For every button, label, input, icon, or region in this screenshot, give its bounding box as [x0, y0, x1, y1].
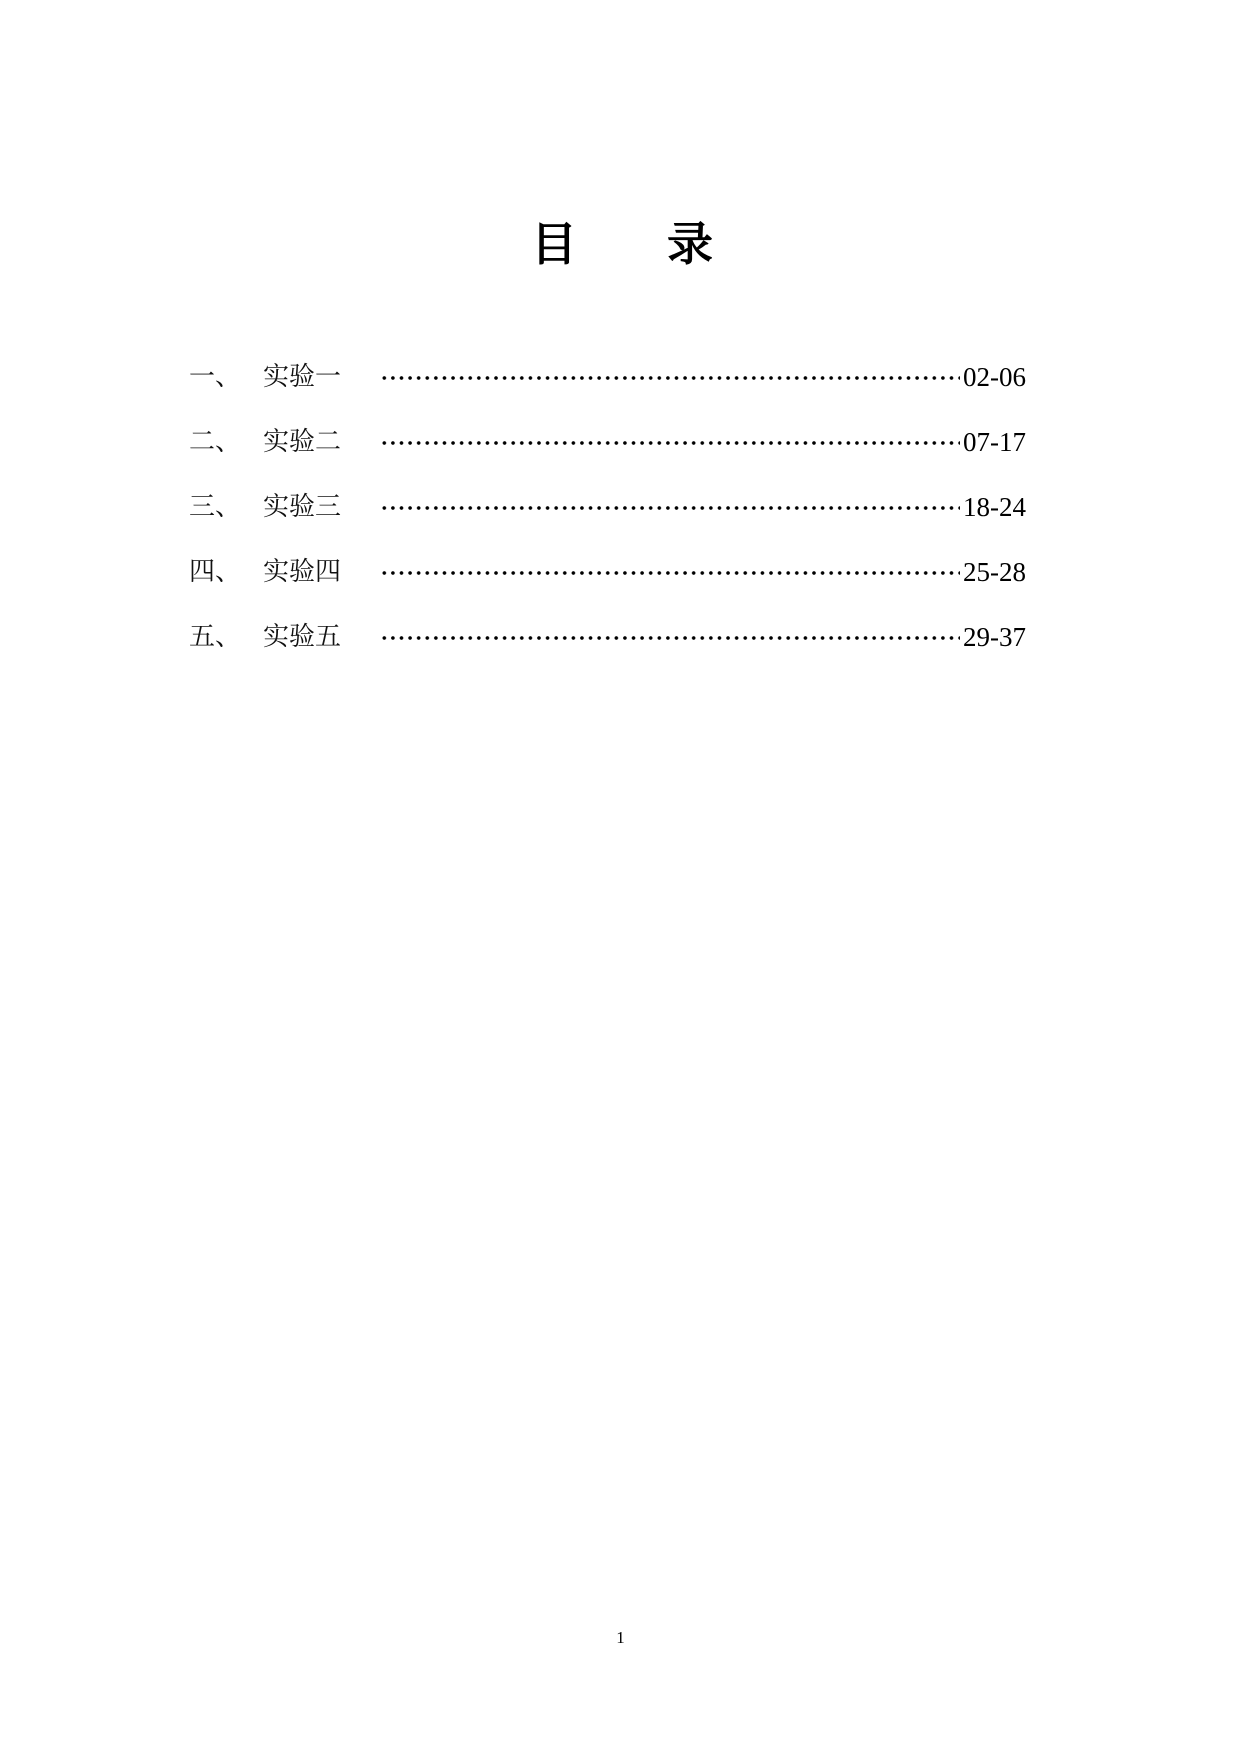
toc-entry-number: 三、 — [189, 492, 242, 522]
toc-entry-number: 二、 — [189, 427, 242, 457]
toc-entry-number: 五、 — [189, 622, 242, 652]
toc-entry — [0, 552, 1241, 592]
toc-dot-leader — [380, 376, 960, 380]
page-number: 1 — [616, 1628, 625, 1647]
toc-entry-label: 实验一 — [263, 362, 342, 392]
toc-entry-pages: 07-17 — [963, 427, 1026, 457]
toc-entry — [0, 487, 1241, 527]
toc-dot-leader — [380, 441, 960, 445]
toc-entry-pages: 02-06 — [963, 362, 1026, 392]
toc-entry-pages: 29-37 — [963, 622, 1026, 652]
toc-dot-leader — [380, 571, 960, 575]
toc-entry — [0, 357, 1241, 397]
toc-entry-label: 实验五 — [263, 622, 342, 652]
toc-title-char-1: 目 — [531, 217, 577, 271]
toc-title-char-2: 录 — [667, 217, 713, 271]
toc-entry-pages: 25-28 — [963, 557, 1026, 587]
toc-entry-number: 四、 — [189, 557, 242, 587]
toc-dot-leader — [380, 506, 960, 510]
toc-entry — [0, 422, 1241, 462]
toc-entry-label: 实验四 — [263, 557, 342, 587]
toc-entry-label: 实验三 — [263, 492, 342, 522]
toc-entry-label: 实验二 — [263, 427, 342, 457]
toc-entry — [0, 617, 1241, 657]
toc-entry-number: 一、 — [189, 362, 242, 392]
toc-dot-leader — [380, 636, 960, 640]
toc-entry-pages: 18-24 — [963, 492, 1026, 522]
toc-title — [0, 212, 1241, 276]
